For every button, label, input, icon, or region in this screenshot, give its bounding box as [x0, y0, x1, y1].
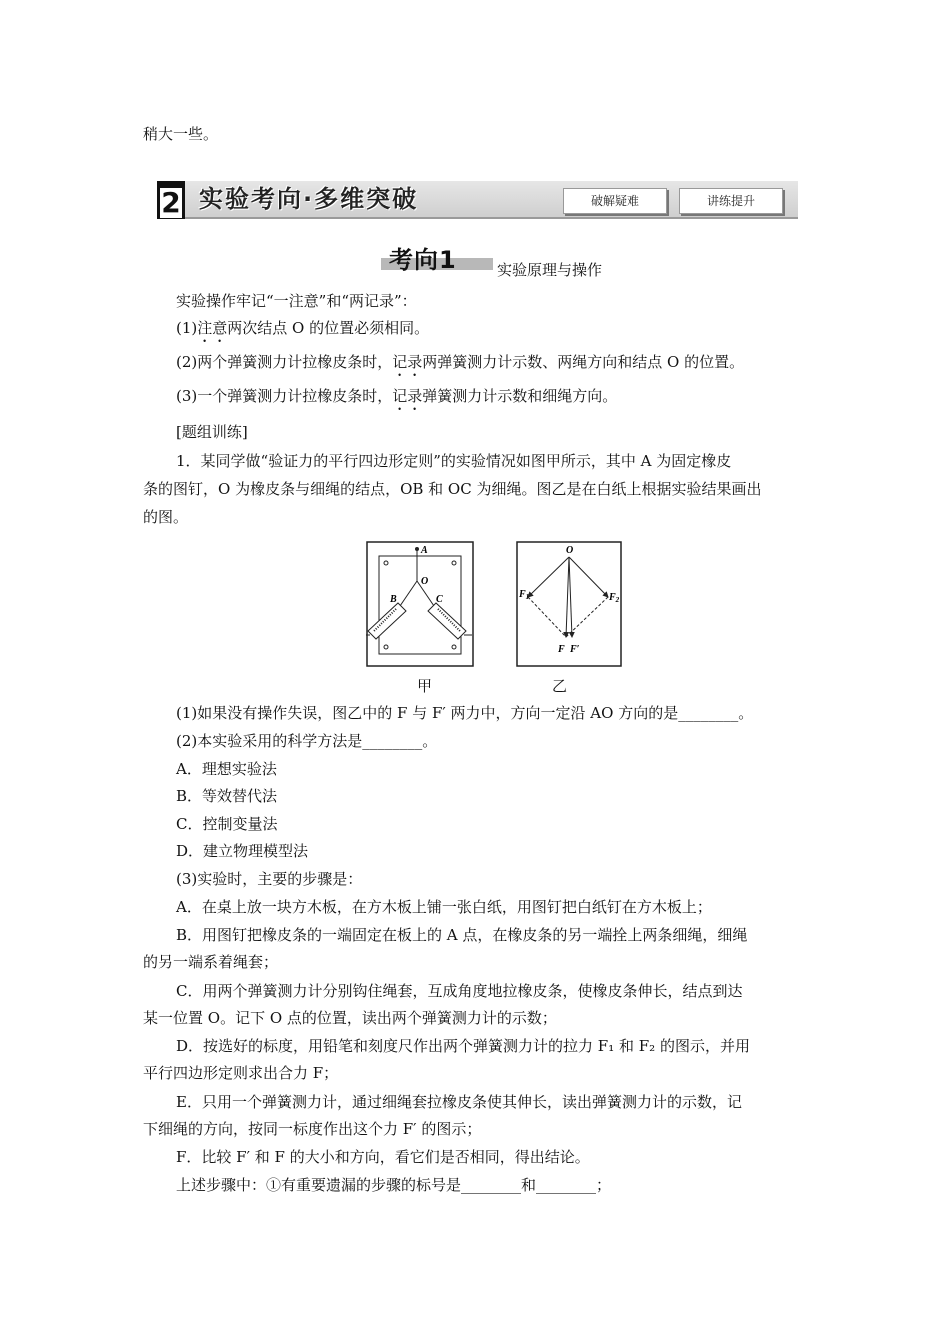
vector-f1 — [528, 557, 569, 597]
sub-question-2: (2)本实验采用的科学方法是________。 — [176, 732, 438, 750]
pin-tr — [452, 561, 456, 565]
dashed-f1-side — [528, 597, 566, 637]
top-text: 稍大一些。 — [143, 125, 219, 143]
section-title: 实验考向·多维突破 — [199, 185, 419, 213]
step-d-line-1: D．按选好的标度，用铅笔和刻度尺作出两个弹簧测力计的拉力 F₁ 和 F₂ 的图示，并用 — [176, 1037, 750, 1055]
memo-point-3: (3)一个弹簧测力计拉橡皮条时，记录弹簧测力计示数和细绳方向。 — [176, 387, 618, 405]
q1-line-3: 的图。 — [143, 508, 189, 526]
kaoxiang-subtitle: 实验原理与操作 — [497, 261, 603, 279]
label-f2: $F_2$ — [609, 592, 620, 604]
step-d-line-2: 平行四边形定则求出合力 F； — [143, 1064, 339, 1082]
section-banner — [157, 181, 798, 219]
caption-yi: 乙 — [552, 677, 568, 695]
step-e-line-1: E．只用一个弹簧测力计，通过细绳套拉橡皮条使其伸长，读出弹簧测力计的示数，记 — [176, 1093, 742, 1111]
jianglian-button[interactable]: 讲练提升 — [679, 188, 783, 214]
label-o2: O — [566, 545, 574, 556]
figure-jia — [366, 541, 474, 667]
spring-scale-left — [366, 603, 406, 639]
step-c-line-1: C．用两个弹簧测力计分别钩住绳套，互成角度地拉橡皮条，使橡皮条伸长，结点到达 — [176, 982, 743, 1000]
vector-f2 — [569, 557, 608, 597]
board-outer — [367, 542, 473, 666]
q1-line-2: 条的图钉，O 为橡皮条与细绳的结点，OB 和 OC 为细绳。图乙是在白纸上根据实验结果画出 — [143, 480, 762, 498]
option-a[interactable]: A．理想实验法 — [176, 760, 277, 778]
dashed-f2-side — [566, 597, 608, 637]
pojie-button[interactable]: 破解疑难 — [563, 188, 667, 214]
label-b: B — [390, 594, 397, 605]
option-d[interactable]: D．建立物理模型法 — [176, 842, 309, 860]
pin-tl — [384, 561, 388, 565]
memo-intro: 实验操作牢记“一注意”和“两记录”： — [176, 292, 417, 310]
step-a: A．在桌上放一块方木板，在方木板上铺一张白纸，用图钉把白纸钉在方木板上； — [176, 898, 712, 916]
q1-line-1: 1．某同学做“验证力的平行四边形定则”的实验情况如图甲所示，其中 A 为固定橡皮 — [176, 452, 732, 470]
kaoxiang-label: 考向1 — [389, 246, 457, 274]
step-b-line-1: B．用图钉把橡皮条的一端固定在板上的 A 点，在橡皮条的另一端拴上两条细绳，细绳 — [176, 926, 748, 944]
label-o: O — [421, 576, 429, 587]
caption-jia: 甲 — [417, 677, 433, 695]
vector-f-prime — [569, 557, 572, 637]
step-f: F．比较 F′ 和 F 的大小和方向，看它们是否相同，得出结论。 — [176, 1148, 590, 1166]
pin-br — [452, 645, 456, 649]
spring-scale-right — [428, 603, 472, 639]
label-f1: $F_1$ — [519, 589, 530, 601]
sub-question-3: (3)实验时，主要的步骤是： — [176, 870, 363, 888]
label-c: C — [436, 594, 443, 605]
section-number: 2 — [157, 181, 185, 219]
step-b-line-2: 的另一端系着绳套； — [143, 953, 279, 971]
kaoxiang-heading — [381, 244, 493, 274]
last-question: 上述步骤中：①有重要遗漏的步骤的标号是________和________； — [176, 1176, 612, 1194]
vector-f — [566, 557, 569, 637]
step-e-line-2: 下细绳的方向，按同一标度作出这个力 F′ 的图示； — [143, 1120, 482, 1138]
figure-yi — [516, 541, 622, 667]
label-f: F — [558, 644, 565, 655]
string-ob — [400, 581, 417, 606]
group-label: [题组训练] — [176, 423, 248, 441]
pin-bl — [384, 645, 388, 649]
memo-point-1: (1)注意两次结点 O 的位置必须相同。 — [176, 319, 430, 337]
sub-question-1: (1)如果没有操作失误，图乙中的 F 与 F′ 两力中，方向一定沿 AO 方向的是________。 — [176, 704, 754, 722]
paper-inner — [379, 556, 461, 654]
label-f-prime: F′ — [570, 644, 580, 655]
step-c-line-2: 某一位置 O。记下 O 点的位置，读出两个弹簧测力计的示数； — [143, 1009, 557, 1027]
option-c[interactable]: C．控制变量法 — [176, 815, 278, 833]
option-b[interactable]: B．等效替代法 — [176, 787, 278, 805]
label-a: A — [421, 545, 428, 556]
memo-point-2: (2)两个弹簧测力计拉橡皮条时，记录两弹簧测力计示数、两绳方向和结点 O 的位置。 — [176, 353, 745, 371]
